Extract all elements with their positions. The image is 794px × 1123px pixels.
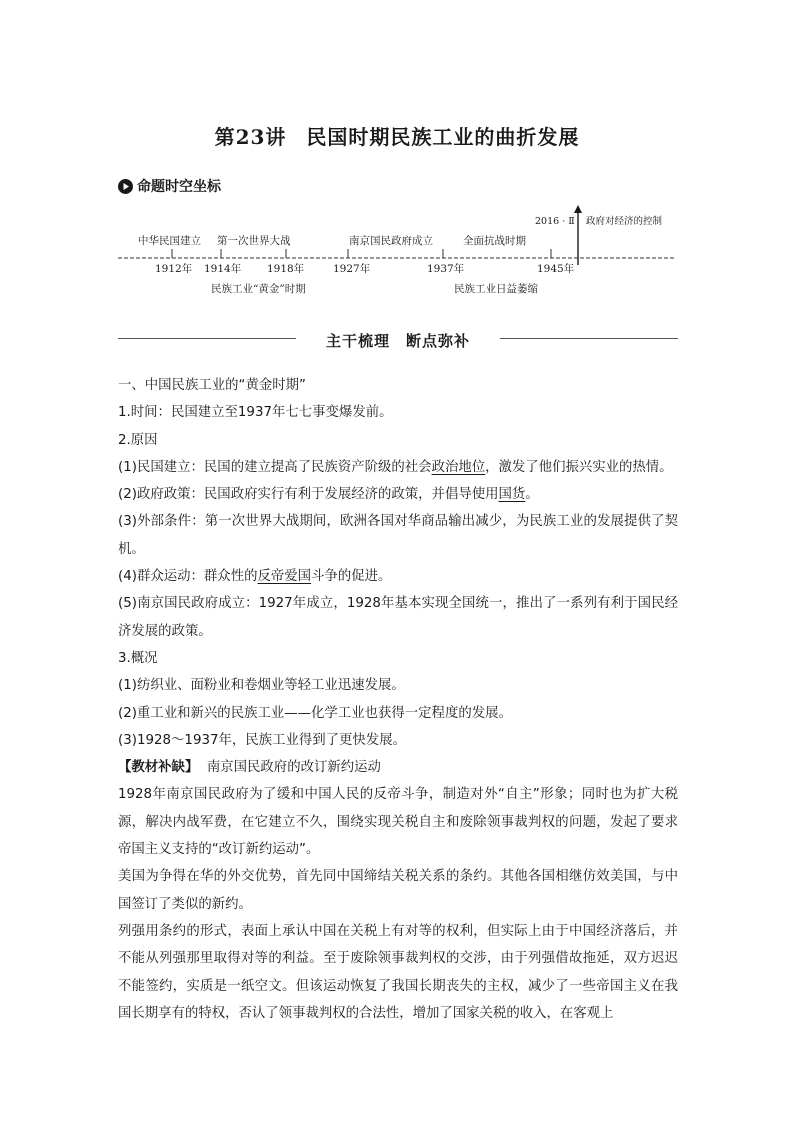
year-1927: 1927年 bbox=[333, 263, 371, 275]
year-1937: 1937年 bbox=[427, 263, 465, 275]
period-decline: 民族工业日益萎缩 bbox=[454, 283, 538, 295]
reason-2-end: 。 bbox=[525, 487, 539, 503]
overview-2: (2)重工业和新兴的民族工业——化学工业也获得一定程度的发展。 bbox=[118, 705, 512, 721]
overview-1: (1)纺织业、面粉业和卷烟业等轻工业迅速发展。 bbox=[118, 678, 405, 694]
year-1914: 1914年 bbox=[204, 263, 242, 275]
page-title bbox=[0, 121, 794, 150]
timeline-diagram bbox=[115, 205, 685, 300]
supplement-para-3: 列强用条约的形式，表面上承认中国在关税上有对等的权利，但实际上由于中国经济落后，并不能从列强那里取得对等的利益。至于废除领事裁判权的交涉，由于列强借故拖延，双方迟迟不能签约，实质是一纸空文。但该运动恢复了我国长期丧失的主权，减少了一些帝国主义在我国长期享有的特权，否认了领事裁判权的合法性，增加了国家关税的收入，在客观上 bbox=[118, 923, 678, 1021]
section-divider bbox=[118, 330, 678, 348]
year-1945: 1945年 bbox=[537, 263, 575, 275]
event-nanjing: 南京国民政府成立 bbox=[349, 235, 433, 247]
reason-title: 2.原因 bbox=[118, 432, 158, 448]
heading-golden-era: 一、中国民族工业的“黄金时期” bbox=[118, 378, 306, 393]
timeline-section-heading bbox=[118, 176, 221, 196]
supplement-para-2: 美国为争得在华的外交优势，首先同中国缔结关税关系的条约。其他各国相继仿效美国，与中国签订了类似的新约。 bbox=[118, 869, 678, 912]
exam-note: 政府对经济的控制 bbox=[586, 216, 663, 227]
main-content bbox=[118, 372, 678, 1027]
reason-3: (3)外部条件：第一次世界大战期间，欧洲各国对华商品输出减少，为民族工业的发展提供了契机。 bbox=[118, 514, 678, 557]
supplement-para-1: 1928年南京国民政府为了缓和中国人民的反帝斗争，制造对外“自主”形象；同时也为扩大税源，解决内战军费，在它建立不久，围绕实现关税自主和废除领事裁判权的问题，发起了要求帝国主义支持的“改订新约运动”。 bbox=[118, 787, 678, 858]
reason-4 bbox=[118, 563, 678, 590]
event-ww1: 第一次世界大战 bbox=[217, 235, 291, 247]
lecture-number: 第23讲 bbox=[214, 125, 287, 149]
up-arrow-icon bbox=[574, 205, 582, 213]
overview-3: (3)1928～1937年，民族工业得到了更快发展。 bbox=[118, 732, 406, 748]
year-1918: 1918年 bbox=[267, 263, 305, 275]
reason-2-text: (2)政府政策：民国政府实行有利于发展经济的政策，并倡导使用 bbox=[118, 487, 499, 503]
lecture-topic: 民国时期民族工业的曲折发展 bbox=[306, 125, 580, 149]
divider-label bbox=[118, 330, 678, 351]
para-time: 1.时间：民国建立至1937年七七事变爆发前。 bbox=[118, 405, 393, 421]
reason-4-text: (4)群众运动：群众性的 bbox=[118, 569, 258, 585]
play-circle-icon bbox=[118, 179, 133, 194]
year-1912: 1912年 bbox=[155, 263, 193, 275]
divider-label-part2: 断点弥补 bbox=[406, 332, 471, 350]
event-war: 全面抗战时期 bbox=[463, 235, 526, 247]
reason-1-text: (1)民国建立：民国的建立提高了民族资产阶级的社会 bbox=[118, 459, 432, 475]
supplement-heading bbox=[118, 754, 678, 781]
reason-1-end: ，激发了他们振兴实业的热情。 bbox=[485, 459, 673, 475]
period-golden: 民族工业“黄金”时期 bbox=[211, 283, 306, 295]
reason-4-end: 斗争的促进。 bbox=[311, 569, 392, 585]
reason-2 bbox=[118, 481, 678, 508]
reason-4-underlined: 反帝爱国 bbox=[257, 569, 312, 585]
event-founding: 中华民国建立 bbox=[138, 235, 201, 247]
reason-5: (5)南京国民政府成立：1927年成立，1928年基本实现全国统一，推出了一系列有利于国民经济发展的政策。 bbox=[118, 596, 678, 639]
supplement-tag: 【教材补缺】 bbox=[118, 760, 199, 776]
overview-title: 3.概况 bbox=[118, 650, 158, 666]
reason-1-underlined: 政治地位 bbox=[431, 459, 486, 475]
supplement-title: 南京国民政府的改订新约运动 bbox=[206, 760, 381, 776]
timeline-heading-text: 命题时空坐标 bbox=[137, 179, 221, 195]
exam-tag: 2016 · Ⅱ bbox=[535, 216, 575, 227]
reason-1 bbox=[118, 454, 678, 481]
divider-label-part1: 主干梳理 bbox=[325, 332, 390, 350]
reason-2-underlined: 国货 bbox=[498, 487, 526, 503]
